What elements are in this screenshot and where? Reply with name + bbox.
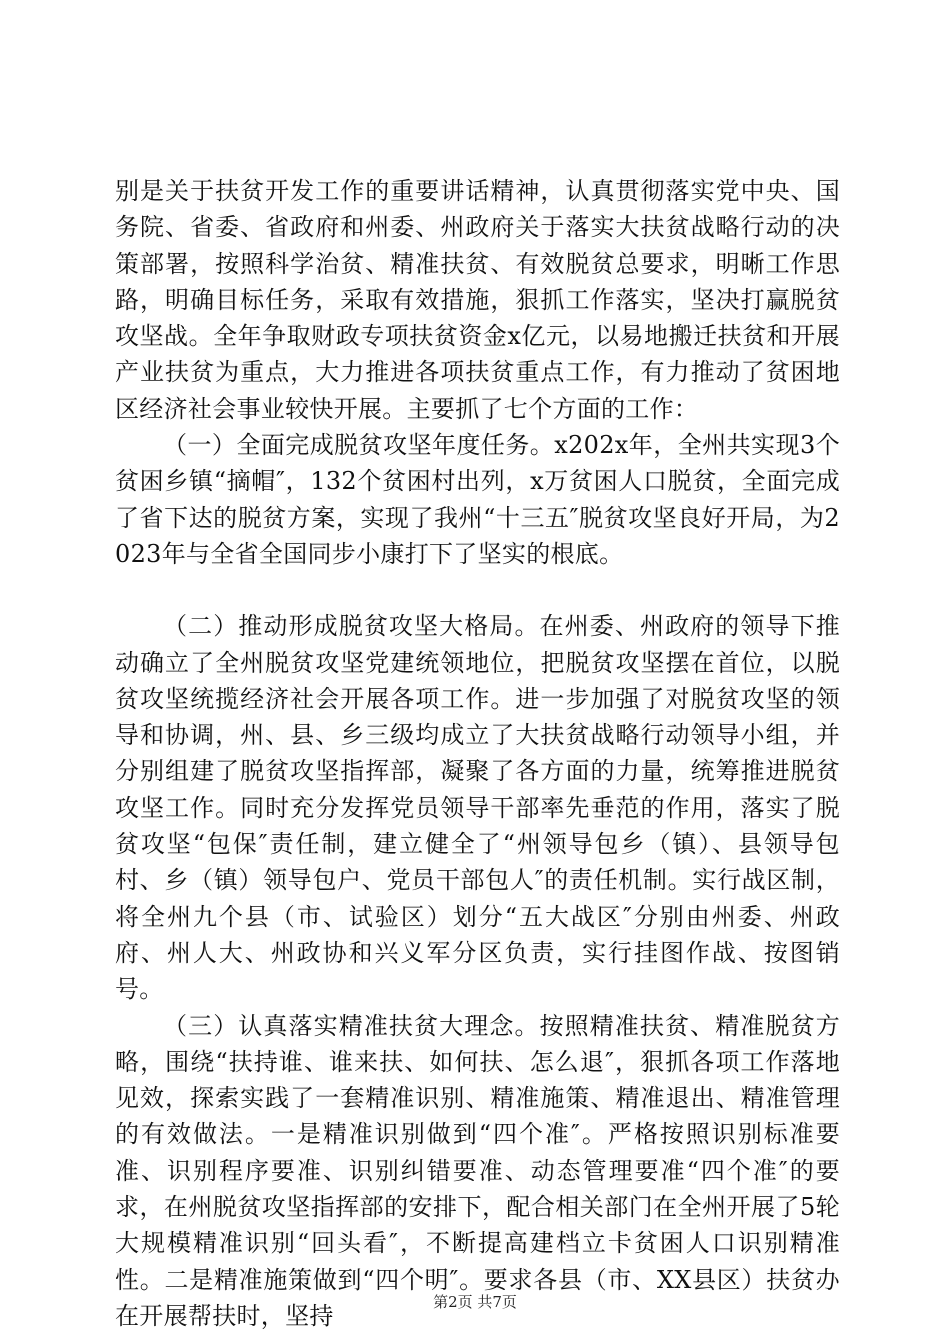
paragraph-intro: 别是关于扶贫开发工作的重要讲话精神，认真贯彻落实党中央、国务院、省委、省政府和州委、州政府关于落实大扶贫战略行动的决策部署，按照科学治贫、精准扶贫、有效脱贫总要求，明晰工作思路，明确目标任务，采取有效措施，狠抓工作落实，坚决打赢脱贫攻坚战。全年争取财政专项扶贫资金x亿元，以易地搬迁扶贫和开展产业扶贫为重点，大力推进各项扶贫重点工作，有力推动了贫困地区经济社会事业较快开展。主要抓了七个方面的工作： [115, 177, 840, 423]
paragraph-spacer [115, 572, 840, 608]
page-number-label: 第2页 共7页 [433, 1293, 517, 1311]
page-footer [0, 1292, 950, 1312]
document-body [115, 173, 840, 1334]
paragraph-section-2: （二）推动形成脱贫攻坚大格局。在州委、州政府的领导下推动确立了全州脱贫攻坚党建统领地位，把脱贫攻坚摆在首位，以脱贫攻坚统揽经济社会开展各项工作。进一步加强了对脱贫攻坚的领导和协调，州、县、乡三级均成立了大扶贫战略行动领导小组，并分别组建了脱贫攻坚指挥部，凝聚了各方面的力量，统筹推进脱贫攻坚工作。同时充分发挥党员领导干部率先垂范的作用，落实了脱贫攻坚“包保″责任制，建立健全了“州领导包乡（镇）、县领导包村、乡（镇）领导包户、党员干部包人″的责任机制。实行战区制，将全州九个县（市、试验区）划分“五大战区″分别由州委、州政府、州人大、州政协和兴义军分区负责，实行挂图作战、按图销号。 [115, 612, 840, 1004]
paragraph-section-1: （一）全面完成脱贫攻坚年度任务。x202x年，全州共实现3个贫困乡镇“摘帽″，132个贫困村出列，x万贫困人口脱贫，全面完成了省下达的脱贫方案，实现了我州“十三五″脱贫攻坚良好开局，为2023年与全省全国同步小康打下了坚实的根底。 [115, 431, 840, 568]
paragraph-section-3: （三）认真落实精准扶贫大理念。按照精准扶贫、精准脱贫方略，围绕“扶持谁、谁来扶、如何扶、怎么退″，狠抓各项工作落地见效，探索实践了一套精准识别、精准施策、精准退出、精准管理的有效做法。一是精准识别做到“四个准″。严格按照识别标准要准、识别程序要准、识别纠错要准、动态管理要准“四个准″的要求，在州脱贫攻坚指挥部的安排下，配合相关部门在全州开展了5轮大规模精准识别“回头看″，不断提高建档立卡贫困人口识别精准性。二是精准施策做到“四个明″。要求各县（市、XX县区）扶贫办在开展帮扶时，坚持 [115, 1011, 840, 1330]
